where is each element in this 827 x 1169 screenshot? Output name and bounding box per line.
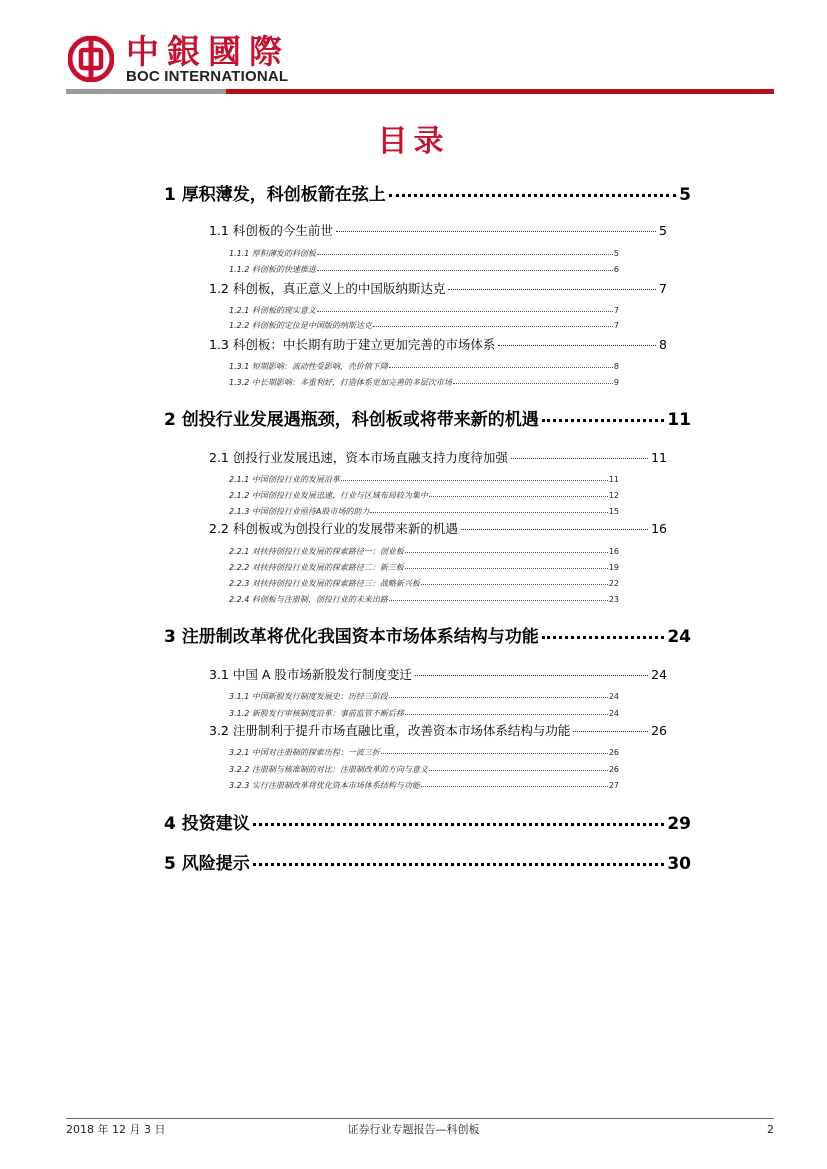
toc-entry[interactable]: [229, 691, 619, 702]
toc-leader-dots: [389, 697, 608, 698]
toc-entry[interactable]: [229, 361, 619, 372]
toc-entry[interactable]: [229, 320, 619, 331]
toc-entry-label: 2.2 科创板或为创投行业的发展带来新的机遇: [209, 521, 458, 536]
toc-entry-page: 5: [659, 223, 667, 238]
toc-entry-label: 2.2.2 对扶持创投行业发展的探索路径二：新三板: [229, 563, 404, 572]
toc-entry[interactable]: [229, 506, 619, 517]
toc-entry-page: 8: [613, 362, 619, 371]
toc-leader-dots: [421, 584, 608, 585]
toc-leader-dots: [405, 568, 608, 569]
toc-entry-page: 23: [608, 595, 619, 604]
toc-entry[interactable]: [209, 336, 667, 353]
toc-leader-dots: [448, 289, 656, 290]
toc-entry[interactable]: [209, 666, 667, 683]
toc-leader-dots: [453, 383, 613, 384]
toc-entry-label: 2.2.1 对扶持创投行业发展的探索路径一：创业板: [229, 547, 404, 556]
toc-leader-dots: [317, 311, 613, 312]
boc-logo-icon: [68, 36, 114, 82]
toc-entry-label: 3.1.1 中国新股发行制度发展史：历经三阶段: [229, 692, 388, 701]
toc-entry-page: 24: [667, 627, 691, 647]
toc-entry-page: 7: [613, 306, 619, 315]
toc-entry-page: 11: [651, 450, 667, 465]
toc-entry[interactable]: [164, 813, 691, 835]
toc-entry-label: 1.1 科创板的今生前世: [209, 223, 333, 238]
toc-leader-dots: [381, 753, 608, 754]
toc-entry[interactable]: [229, 490, 619, 501]
toc-entry[interactable]: [164, 184, 691, 206]
toc-leader-dots: [511, 458, 648, 459]
toc-entry-page: 19: [608, 563, 619, 572]
toc-entry-label: 3.2 注册制利于提升市场直融比重，改善资本市场体系结构与功能: [209, 723, 571, 738]
toc-entry[interactable]: [229, 594, 619, 605]
toc-entry-label: 3 注册制改革将优化我国资本市场体系结构与功能: [164, 627, 539, 647]
footer-date: 2018 年 12 月 3 日: [66, 1123, 166, 1136]
toc-entry[interactable]: [209, 449, 667, 466]
footer-rule: [66, 1118, 774, 1119]
toc-entry-page: 30: [667, 854, 691, 874]
toc-entry[interactable]: [229, 780, 619, 791]
toc-leader-dots: [542, 636, 665, 639]
toc-entry-page: 15: [608, 507, 619, 516]
logo-english-name: BOC INTERNATIONAL: [126, 68, 289, 85]
toc-leader-dots: [373, 326, 613, 327]
toc-entry-page: 7: [659, 281, 667, 296]
toc-leader-dots: [253, 863, 665, 866]
toc-leader-dots: [498, 345, 656, 346]
toc-entry-label: 3.1.2 新股发行审核制度沿革：事前监管不断后移: [229, 709, 404, 718]
page-title: 目录: [377, 124, 450, 159]
toc-entry-page: 12: [608, 491, 619, 500]
toc-entry-label: 5 风险提示: [164, 854, 250, 874]
toc-entry[interactable]: [229, 764, 619, 775]
toc-entry[interactable]: [209, 520, 667, 537]
toc-entry-label: 3.1 中国 A 股市场新股发行制度变迁: [209, 667, 412, 682]
toc-entry-label: 2.1.2 中国创投行业发展迅速，行业与区域布局较为集中: [229, 491, 428, 500]
toc-entry[interactable]: [164, 409, 691, 431]
toc-leader-dots: [429, 496, 608, 497]
toc-entry-label: 1.2.2 科创板的定位是中国版的纳斯达克: [229, 321, 372, 330]
footer-page-number: 2: [767, 1123, 774, 1136]
toc-entry-label: 2.1 创投行业发展迅速，资本市场直融支持力度待加强: [209, 450, 508, 465]
toc-leader-dots: [415, 675, 648, 676]
toc-entry-label: 3.2.1 中国对注册制的探索历程：一波三折: [229, 748, 380, 757]
toc-entry-page: 11: [608, 475, 619, 484]
toc-entry[interactable]: [229, 377, 619, 388]
toc-entry[interactable]: [209, 280, 667, 297]
toc-leader-dots: [421, 786, 608, 787]
toc-entry[interactable]: [229, 578, 619, 589]
toc-entry-page: 26: [608, 748, 619, 757]
toc-leader-dots: [370, 512, 607, 513]
toc-entry-page: 9: [613, 378, 619, 387]
toc-entry-label: 2.1.1 中国创投行业的发展沿革: [229, 475, 340, 484]
toc-entry[interactable]: [229, 474, 619, 485]
toc-entry[interactable]: [229, 562, 619, 573]
toc-entry-label: 1.3.1 短期影响：流动性受影响，壳价值下降: [229, 362, 388, 371]
toc-leader-dots: [389, 194, 676, 197]
toc-leader-dots: [389, 600, 608, 601]
toc-leader-dots: [405, 552, 608, 553]
toc-entry[interactable]: [229, 305, 619, 316]
toc-entry[interactable]: [209, 722, 667, 739]
toc-entry-page: 6: [613, 265, 619, 274]
toc-entry[interactable]: [229, 264, 619, 275]
toc-entry-label: 1.2 科创板，真正意义上的中国版纳斯达克: [209, 281, 446, 296]
toc-entry-page: 8: [659, 337, 667, 352]
toc-entry[interactable]: [229, 546, 619, 557]
toc-entry-page: 26: [651, 723, 667, 738]
toc-entry[interactable]: [164, 853, 691, 875]
toc-entry-label: 4 投资建议: [164, 814, 250, 834]
toc-leader-dots: [542, 419, 665, 422]
toc-entry[interactable]: [229, 708, 619, 719]
toc-leader-dots: [341, 480, 608, 481]
toc-entry-page: 22: [608, 579, 619, 588]
header-rule-red: [226, 89, 774, 94]
toc-leader-dots: [317, 254, 613, 255]
toc-entry-label: 1.3.2 中长期影响：多重利好，打造体系更加完善的多层次市场: [229, 378, 452, 387]
toc-entry-label: 1 厚积薄发，科创板箭在弦上: [164, 185, 386, 205]
toc-entry[interactable]: [229, 248, 619, 259]
toc-entry-label: 1.2.1 科创板的现实意义: [229, 306, 316, 315]
toc-entry[interactable]: [229, 747, 619, 758]
toc-entry-label: 3.2.2 注册制与核准制的对比：注册制改革的方向与意义: [229, 765, 428, 774]
toc-entry-page: 5: [613, 249, 619, 258]
toc-entry-label: 1.1.1 厚积薄发的科创板: [229, 249, 316, 258]
toc-entry-page: 26: [608, 765, 619, 774]
toc-entry-label: 3.2.3 实行注册制改革将优化资本市场体系结构与功能: [229, 781, 420, 790]
logo-chinese-name: 中銀國際: [126, 32, 290, 71]
toc-entry-page: 24: [651, 667, 667, 682]
toc-entry-label: 1.1.2 科创板的快速推进: [229, 265, 316, 274]
toc-leader-dots: [317, 270, 613, 271]
toc-entry-page: 5: [679, 185, 691, 205]
toc-entry-page: 24: [608, 692, 619, 701]
toc-entry-page: 24: [608, 709, 619, 718]
report-header: [66, 30, 774, 98]
toc-entry-page: 27: [608, 781, 619, 790]
toc-leader-dots: [573, 731, 648, 732]
toc-entry[interactable]: [164, 626, 691, 648]
toc-leader-dots: [461, 529, 648, 530]
toc-entry-label: 2 创投行业发展遇瓶颈，科创板或将带来新的机遇: [164, 410, 539, 430]
toc-entry-label: 2.2.4 科创板与注册制，创投行业的未来出路: [229, 595, 388, 604]
header-rule-gray: [66, 89, 226, 94]
toc-entry[interactable]: [209, 222, 667, 239]
toc-entry-page: 11: [667, 410, 691, 430]
footer-report-name: 证券行业专题报告—科创板: [347, 1123, 480, 1136]
toc-leader-dots: [389, 367, 613, 368]
toc-entry-page: 16: [608, 547, 619, 556]
toc-leader-dots: [429, 770, 608, 771]
toc-entry-label: 2.2.3 对扶持创投行业发展的探索路径三：战略新兴板: [229, 579, 420, 588]
toc-entry-page: 29: [667, 814, 691, 834]
toc-leader-dots: [336, 231, 656, 232]
toc-entry-page: 7: [613, 321, 619, 330]
toc-entry-label: 1.3 科创板：中长期有助于建立更加完善的市场体系: [209, 337, 496, 352]
toc-entry-page: 16: [651, 521, 667, 536]
toc-entry-label: 2.1.3 中国创投行业亟待A股市场的助力: [229, 507, 370, 516]
toc-leader-dots: [405, 714, 608, 715]
toc-leader-dots: [253, 823, 665, 826]
